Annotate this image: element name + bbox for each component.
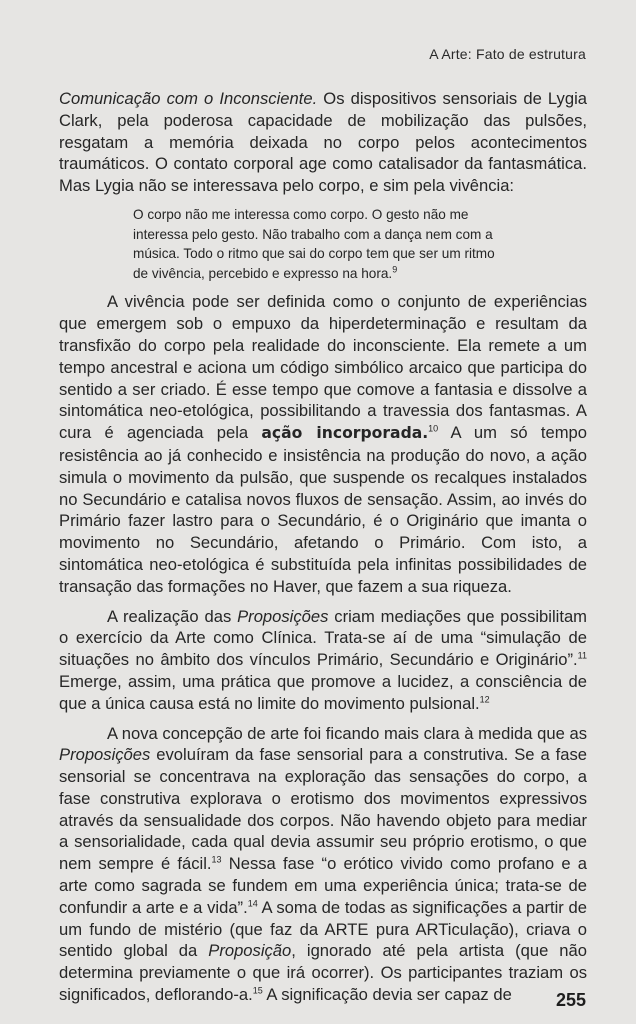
- block-quote: [133, 205, 511, 283]
- footnote-ref: 12: [479, 694, 490, 705]
- running-header: A Arte: Fato de estrutura: [429, 46, 586, 62]
- text-run: A vivência pode ser definida como o conjunto de experiências que emergem sob o empuxo da hiperdeterminação e resultam da transfixão do corpo pela realidade do inconsciente. Ela remete a um tempo ancestral e aciona um código simbólico arcaico que participa do sentido a ser criado. É esse tempo que comove a fantasia e dissolve a sintomática neo-etológica, possibilitando a travessia dos fantasmas. A cura é agenciada pela: [59, 292, 587, 443]
- footnote-ref: 15: [252, 985, 263, 996]
- italic-title: Comunicação com o Inconsciente.: [59, 89, 318, 108]
- footnote-ref: 11: [577, 650, 587, 661]
- italic-term: Proposições: [237, 606, 329, 626]
- footnote-ref: 10: [428, 423, 439, 434]
- paragraph-1: [59, 88, 587, 197]
- page-number: 255: [555, 990, 586, 1010]
- bold-term: ação incorporada.: [261, 424, 429, 443]
- text-run: Emerge, assim, uma prática que promove a lucidez, a consciência de que a única causa está no limite do movimento pulsional.: [59, 671, 587, 713]
- text-run: , ignorado até pela artista (que não determina previamente o que irá ocorrer). Os participantes traziam os significados, deflorando-a.: [59, 941, 587, 1005]
- text-run: A realização das: [107, 606, 238, 626]
- footnote-ref: 9: [392, 264, 398, 275]
- text-run: A soma de todas as significações a partir de um fundo de mistério (que faz da ARTE pura ARTiculação), criava o sentido global da: [59, 897, 588, 961]
- text-run: evoluíram da fase sensorial para a construtiva. Se a fase sensorial se concentrava na exploração das sensações do corpo, a fase construtiva explorava o erotismo dos movimentos expressivos através da sensualidade dos corpos. Não havendo objeto para mediar a sensorialidade, cada qual devia assumir seu próprio erotismo, o que nem sempre é fácil.: [59, 745, 587, 874]
- paragraph-2: [59, 291, 587, 597]
- italic-term: Proposições: [59, 745, 151, 765]
- text-run: A nova concepção de arte foi ficando mais clara à medida que as: [107, 723, 587, 743]
- footnote-ref: 14: [247, 898, 258, 909]
- paragraph-3: [59, 606, 587, 715]
- italic-term: Proposição: [208, 941, 292, 961]
- text-run: A um só tempo resistência ao já conhecido e insistência na produção do novo, a ação simula o movimento da pulsão, que suspende os recalques instalados no Secundário e catalisa novos fluxos de sensação. Assim, ao invés do Primário fazer lastro para o Secundário, é o Originário que imanta o movimento no Secundário, afetando o Primário. Com isto, a sintomática neo-etológica é substituída pela infinitas possibilidades de transação das formações no Haver, que fazem a sua riqueza.: [59, 423, 587, 596]
- body-text: [59, 88, 587, 1006]
- text-run: criam mediações que possibilitam o exercício da Arte como Clínica. Trata-se aí de uma “simulação de situações no âmbito dos vínculos Primário, Secundário e Originário”.: [59, 606, 587, 670]
- text-run: Nessa fase “o erótico vivido como profano e a arte como sagrada se fundem em uma experiência única; trata-se de confundir a arte e a vida”.: [59, 854, 587, 917]
- quote-text: O corpo não me interessa como corpo. O gesto não me interessa pelo gesto. Não trabalho com a dança nem com a música. Todo o ritmo que sai do corpo tem que ser um ritmo de vivência, percebido e expresso na hora.: [133, 206, 495, 281]
- text-run: Os dispositivos sensoriais de Lygia Clark, pela poderosa capacidade de mobilização das pulsões, resgatam a memória deixada no corpo pelos acontecimentos traumáticos. O contato corporal age como catalisador da fantasmática. Mas Lygia não se interessava pelo corpo, e sim pela vivência:: [59, 89, 587, 196]
- paragraph-4: [59, 723, 587, 1006]
- footnote-ref: 13: [211, 854, 222, 865]
- text-run: A significação devia ser capaz de: [262, 985, 512, 1005]
